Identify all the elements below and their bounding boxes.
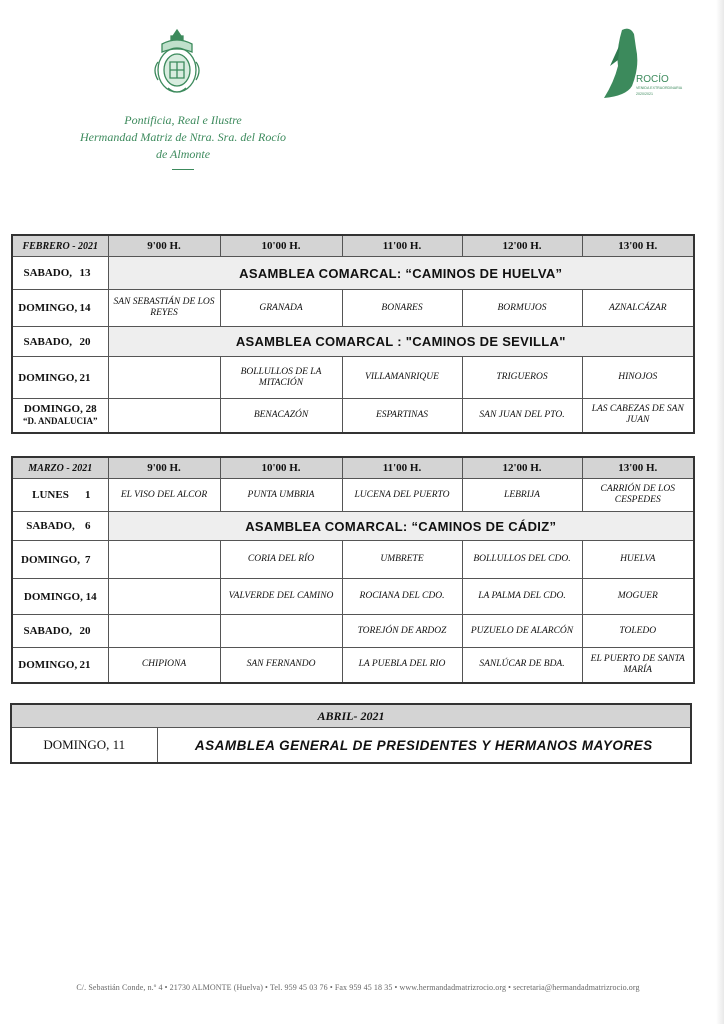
febrero-schedule-table	[11, 234, 695, 434]
page-edge	[716, 0, 724, 1024]
day-cell: LUNES 1	[12, 479, 108, 512]
town-cell: BONARES	[342, 290, 462, 327]
table-row	[12, 290, 694, 327]
abril-header-row	[11, 704, 691, 728]
town-cell: PUZUELO DE ALARCÓN	[462, 615, 582, 648]
day-cell: SABADO, 13	[12, 257, 108, 290]
marzo-header-row	[12, 457, 694, 479]
town-cell: SAN JUAN DEL PTO.	[462, 399, 582, 433]
day-cell: SABADO, 6	[12, 512, 108, 541]
hermandad-crest-icon	[150, 26, 204, 98]
town-cell: HINOJOS	[582, 357, 694, 399]
institution-line-1: Pontificia, Real e Ilustre	[124, 113, 242, 127]
table-row	[12, 512, 694, 541]
time-header: 10'00 H.	[220, 457, 342, 479]
town-cell: UMBRETE	[342, 541, 462, 579]
town-cell: EL VISO DEL ALCOR	[108, 479, 220, 512]
assembly-cell: ASAMBLEA COMARCAL: “CAMINOS DE CÁDIZ”	[108, 512, 694, 541]
town-cell: BENACAZÓN	[220, 399, 342, 433]
logo-subtext: VENIDA EXTRAORDINARIA	[636, 86, 683, 90]
logo-text: ROCÍO	[636, 74, 669, 85]
institution-rule	[172, 169, 194, 170]
table-row	[12, 648, 694, 683]
marzo-month-label: MARZO - 2021	[12, 457, 108, 479]
table-row	[12, 399, 694, 433]
institution-line-3: de Almonte	[155, 147, 211, 161]
town-cell: BOLLULLOS DEL CDO.	[462, 541, 582, 579]
table-row	[12, 327, 694, 357]
day-cell: SABADO, 20	[12, 615, 108, 648]
table-row	[12, 541, 694, 579]
town-cell: LUCENA DEL PUERTO	[342, 479, 462, 512]
town-cell: HUELVA	[582, 541, 694, 579]
town-cell	[220, 615, 342, 648]
table-row	[12, 479, 694, 512]
abril-schedule-table	[10, 703, 692, 764]
town-cell: VILLAMANRIQUE	[342, 357, 462, 399]
town-cell	[108, 399, 220, 433]
time-header: 12'00 H.	[462, 457, 582, 479]
institution-name	[48, 112, 318, 170]
institution-line-2: Hermandad Matriz de Ntra. Sra. del Rocío	[80, 130, 286, 144]
town-cell: MOGUER	[582, 579, 694, 615]
time-header: 10'00 H.	[220, 235, 342, 257]
abril-month-label: ABRIL- 2021	[11, 704, 691, 728]
day-cell: DOMINGO, 11	[11, 728, 157, 764]
table-row	[12, 357, 694, 399]
town-cell: CHIPIONA	[108, 648, 220, 683]
time-header: 11'00 H.	[342, 457, 462, 479]
town-cell: CORIA DEL RÍO	[220, 541, 342, 579]
town-cell: BORMUJOS	[462, 290, 582, 327]
town-cell: TRIGUEROS	[462, 357, 582, 399]
time-header: 12'00 H.	[462, 235, 582, 257]
febrero-header-row	[12, 235, 694, 257]
town-cell: ROCIANA DEL CDO.	[342, 579, 462, 615]
day-cell: DOMINGO, 21	[12, 648, 108, 683]
day-cell: DOMINGO, 28 “D. ANDALUCIA”	[12, 399, 108, 433]
marzo-schedule-table	[11, 456, 695, 684]
febrero-month-label: FEBRERO - 2021	[12, 235, 108, 257]
town-cell: GRANADA	[220, 290, 342, 327]
town-cell: BOLLULLOS DE LA MITACIÓN	[220, 357, 342, 399]
rocio-logo-icon	[596, 26, 683, 102]
day-cell: DOMINGO, 14	[12, 290, 108, 327]
town-cell: LA PALMA DEL CDO.	[462, 579, 582, 615]
day-cell: DOMINGO, 7	[12, 541, 108, 579]
town-cell: CARRIÓN DE LOS CESPEDES	[582, 479, 694, 512]
town-cell: ESPARTINAS	[342, 399, 462, 433]
footer-contact: C/. Sebastián Conde, n.º 4 • 21730 ALMONTE (Huelva) • Tel. 959 45 03 76 • Fax 959 45 18 35 • www.hermandadmatrizrocio.org • secretaria@hermandadmatrizrocio.org	[76, 983, 640, 992]
town-cell	[108, 615, 220, 648]
time-header: 13'00 H.	[582, 235, 694, 257]
time-header: 9'00 H.	[108, 457, 220, 479]
time-header: 13'00 H.	[582, 457, 694, 479]
town-cell: SANLÚCAR DE BDA.	[462, 648, 582, 683]
town-cell: AZNALCÁZAR	[582, 290, 694, 327]
town-cell: TOLEDO	[582, 615, 694, 648]
assembly-cell: ASAMBLEA COMARCAL : "CAMINOS DE SEVILLA"	[108, 327, 694, 357]
day-cell: DOMINGO, 21	[12, 357, 108, 399]
town-cell: LEBRIJA	[462, 479, 582, 512]
table-row	[12, 615, 694, 648]
town-cell: EL PUERTO DE SANTA MARÍA	[582, 648, 694, 683]
town-cell	[108, 541, 220, 579]
town-cell	[108, 357, 220, 399]
town-cell: VALVERDE DEL CAMINO	[220, 579, 342, 615]
time-header: 11'00 H.	[342, 235, 462, 257]
time-header: 9'00 H.	[108, 235, 220, 257]
town-cell	[108, 579, 220, 615]
table-row	[11, 728, 691, 764]
town-cell: TOREJÓN DE ARDOZ	[342, 615, 462, 648]
assembly-cell: ASAMBLEA COMARCAL: “CAMINOS DE HUELVA”	[108, 257, 694, 290]
logo-years: 2020/2021	[636, 92, 653, 96]
table-row	[12, 257, 694, 290]
town-cell: LA PUEBLA DEL RIO	[342, 648, 462, 683]
table-row	[12, 579, 694, 615]
assembly-cell: ASAMBLEA GENERAL DE PRESIDENTES Y HERMANOS MAYORES	[157, 728, 691, 764]
town-cell: LAS CABEZAS DE SAN JUAN	[582, 399, 694, 433]
day-cell: SABADO, 20	[12, 327, 108, 357]
town-cell: SAN SEBASTIÁN DE LOS REYES	[108, 290, 220, 327]
day-cell: DOMINGO, 14	[12, 579, 108, 615]
town-cell: PUNTA UMBRIA	[220, 479, 342, 512]
town-cell: SAN FERNANDO	[220, 648, 342, 683]
